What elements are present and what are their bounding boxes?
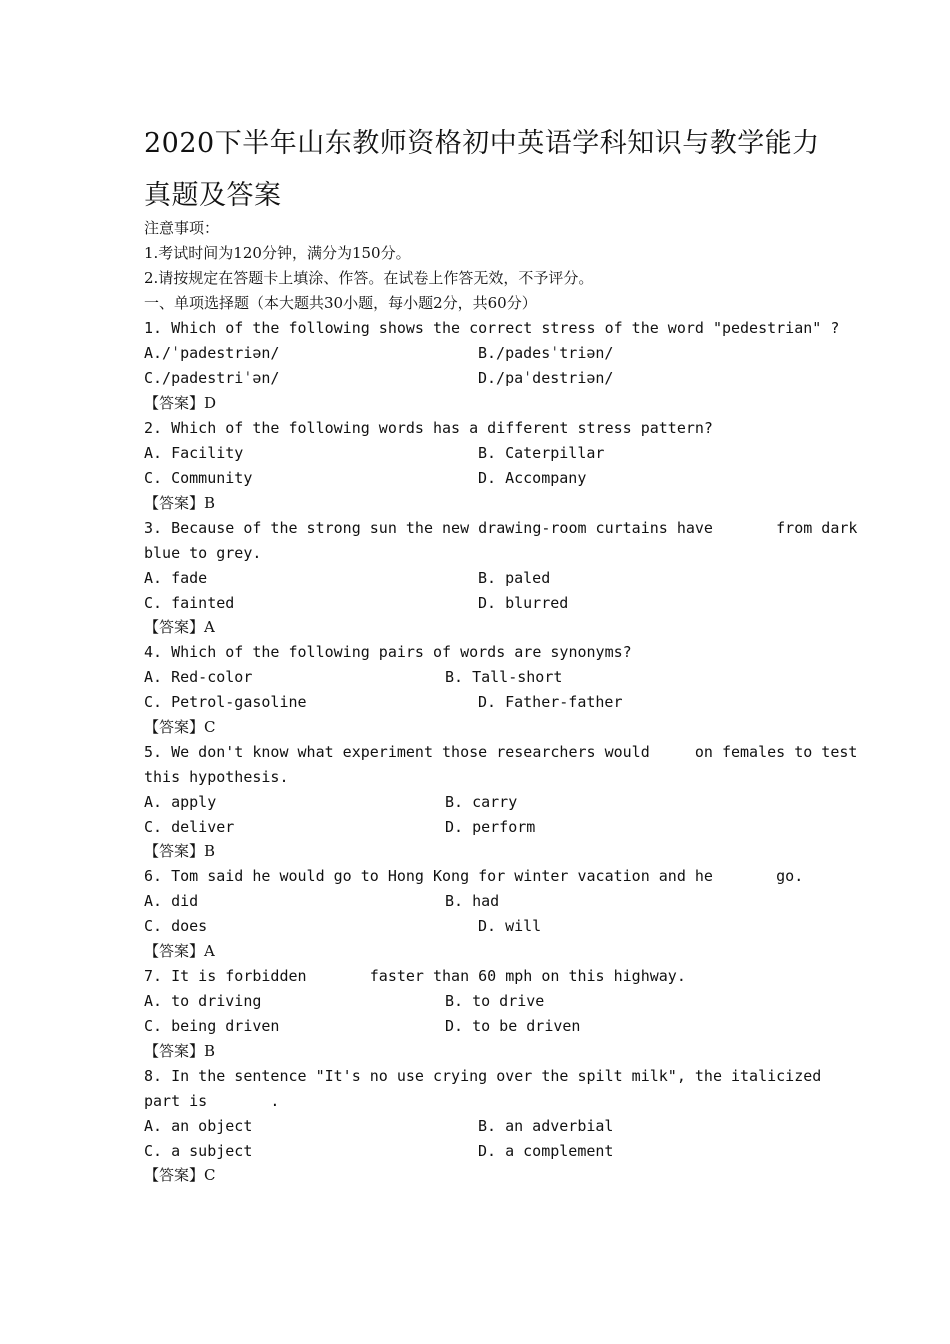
page-title: 2020下半年山东教师资格初中英语学科知识与教学能力真题及答案 <box>144 128 820 211</box>
answer: 【答案】C <box>144 1166 216 1184</box>
answer: 【答案】B <box>144 842 216 860</box>
question-stem-cont: part is . <box>144 1092 280 1110</box>
option-d: D. Father-father <box>478 693 623 711</box>
answer: 【答案】B <box>144 1042 216 1060</box>
option-c: C. a subject <box>144 1142 253 1160</box>
notice-item: 2.请按规定在答题卡上填涂、作答。在试卷上作答无效，不予评分。 <box>144 269 594 287</box>
option-b: B. paled <box>478 569 551 587</box>
section-heading: 一、单项选择题（本大题共30小题，每小题2分，共60分） <box>144 294 537 312</box>
question-stem: 7. It is forbidden faster than 60 mph on this highway. <box>144 967 686 985</box>
question-stem: 6. Tom said he would go to Hong Kong for winter vacation and he go. <box>144 867 804 885</box>
option-a: A. did <box>144 892 199 910</box>
question-stem: 1. Which of the following shows the correct stress of the word "pedestrian" ? <box>144 319 840 337</box>
option-c: C./padestriˈən/ <box>144 369 280 387</box>
answer: 【答案】D <box>144 394 217 412</box>
option-d: D. will <box>478 917 542 935</box>
option-a: A. apply <box>144 793 217 811</box>
option-b: B. an adverbial <box>478 1117 614 1135</box>
option-c: C. Petrol-gasoline <box>144 693 307 711</box>
option-a: A. to driving <box>144 992 262 1010</box>
option-c: C. being driven <box>144 1017 280 1035</box>
option-a: A. fade <box>144 569 208 587</box>
option-d: D. Accompany <box>478 469 587 487</box>
question-stem: 2. Which of the following words has a different stress pattern? <box>144 419 713 437</box>
option-b: B. Caterpillar <box>478 444 605 462</box>
option-a: A./ˈpadestriən/ <box>144 344 280 362</box>
option-a: A. Red-color <box>144 668 253 686</box>
option-a: A. an object <box>144 1117 253 1135</box>
option-d: D. a complement <box>478 1142 614 1160</box>
option-c: C. does <box>144 917 208 935</box>
answer: 【答案】A <box>144 942 215 960</box>
option-b: B. carry <box>445 793 518 811</box>
option-c: C. deliver <box>144 818 235 836</box>
question-stem-cont: blue to grey. <box>144 544 262 562</box>
option-c: C. Community <box>144 469 253 487</box>
notice-heading: 注意事项： <box>144 219 220 237</box>
option-b: B. to drive <box>445 992 545 1010</box>
option-d: D. to be driven <box>445 1017 581 1035</box>
answer: 【答案】B <box>144 494 216 512</box>
answer: 【答案】C <box>144 718 216 736</box>
option-c: C. fainted <box>144 594 235 612</box>
question-stem: 8. In the sentence "It's no use crying over the spilt milk", the italicized <box>144 1067 822 1085</box>
option-b: B. had <box>445 892 500 910</box>
answer: 【答案】A <box>144 618 215 636</box>
question-stem: 3. Because of the strong sun the new drawing-room curtains have from dark <box>144 519 858 537</box>
option-b: B. Tall-short <box>445 668 563 686</box>
option-d: D. blurred <box>478 594 569 612</box>
question-stem: 4. Which of the following pairs of words are synonyms? <box>144 643 632 661</box>
option-d: D./paˈdestriən/ <box>478 369 614 387</box>
notice-item: 1.考试时间为120分钟，满分为150分。 <box>144 244 411 262</box>
question-stem-cont: this hypothesis. <box>144 768 289 786</box>
question-stem: 5. We don't know what experiment those researchers would on females to test <box>144 743 858 761</box>
option-d: D. perform <box>445 818 536 836</box>
option-b: B./padesˈtriən/ <box>478 344 614 362</box>
option-a: A. Facility <box>144 444 244 462</box>
